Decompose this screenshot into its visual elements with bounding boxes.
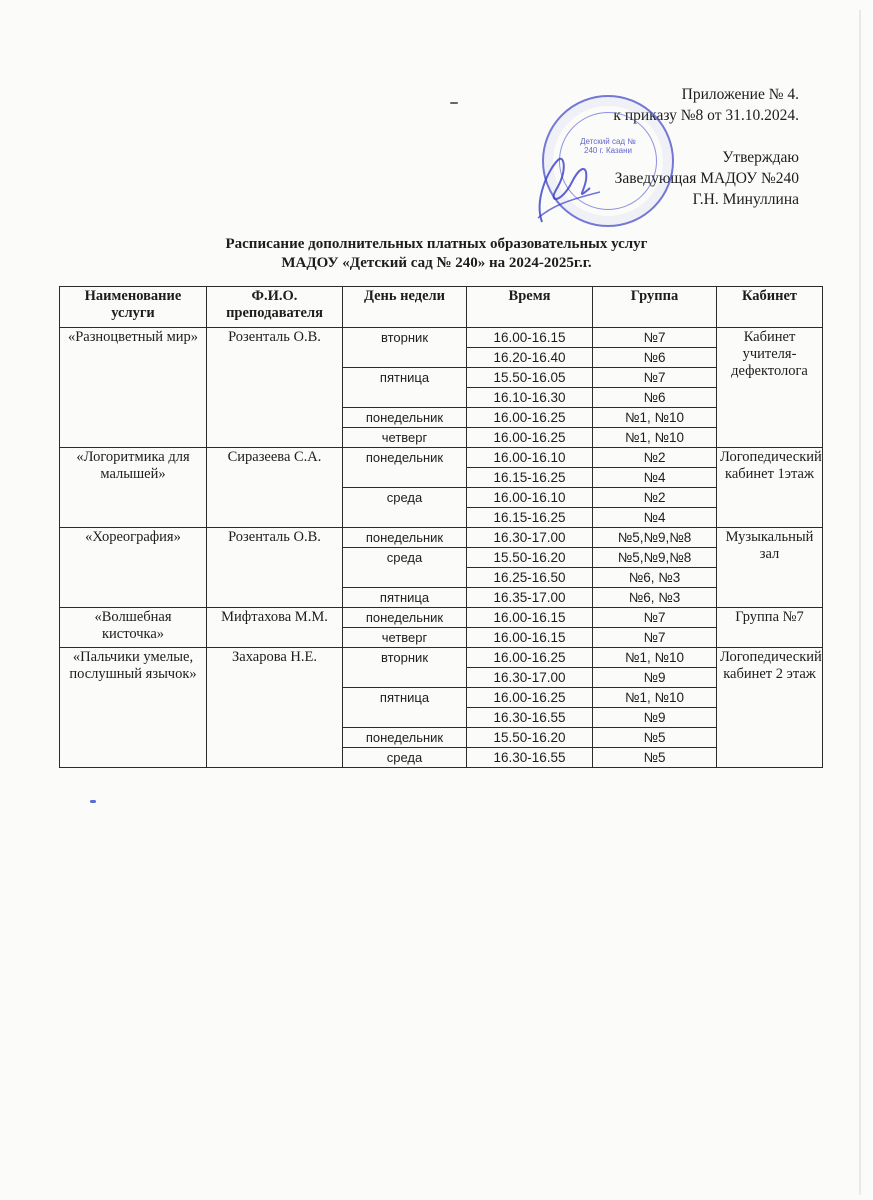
day-of-week: понедельник — [343, 528, 467, 548]
teacher-name: Розенталь О.В. — [207, 528, 343, 608]
room-name: Кабинет учителя-дефектолога — [717, 328, 823, 448]
table-row — [60, 528, 823, 548]
signer-line: Г.Н. Минуллина — [692, 191, 799, 208]
time-slot: 16.20-16.40 — [467, 348, 593, 368]
day-of-week: пятница — [343, 588, 467, 608]
time-slot: 16.30-17.00 — [467, 668, 593, 688]
table-row — [60, 328, 823, 348]
time-slot: 15.50-16.05 — [467, 368, 593, 388]
service-name: «Волшебная кисточка» — [60, 608, 207, 648]
service-name: «Логоритмика для малышей» — [60, 448, 207, 528]
group-number: №6 — [593, 348, 717, 368]
time-slot: 16.10-16.30 — [467, 388, 593, 408]
group-number: №7 — [593, 628, 717, 648]
time-slot: 16.00-16.25 — [467, 688, 593, 708]
time-slot: 16.00-16.10 — [467, 448, 593, 468]
table-row — [60, 448, 823, 468]
day-of-week: среда — [343, 548, 467, 588]
group-number: №1, №10 — [593, 408, 717, 428]
group-number: №9 — [593, 668, 717, 688]
day-of-week: понедельник — [343, 408, 467, 428]
time-slot: 15.50-16.20 — [467, 728, 593, 748]
page-edge — [859, 10, 861, 1195]
service-name: «Разноцветный мир» — [60, 328, 207, 448]
time-slot: 16.00-16.15 — [467, 628, 593, 648]
group-number: №5,№9,№8 — [593, 528, 717, 548]
day-of-week: вторник — [343, 648, 467, 688]
group-number: №4 — [593, 468, 717, 488]
header-row — [60, 287, 823, 328]
group-number: №5 — [593, 748, 717, 768]
time-slot: 16.15-16.25 — [467, 468, 593, 488]
group-number: №7 — [593, 608, 717, 628]
room-name: Логопедический кабинет 1этаж — [717, 448, 823, 528]
room-name: Музыкальный зал — [717, 528, 823, 608]
group-number: №7 — [593, 368, 717, 388]
time-slot: 15.50-16.20 — [467, 548, 593, 568]
time-slot: 16.00-16.25 — [467, 648, 593, 668]
day-of-week: пятница — [343, 368, 467, 408]
time-slot: 16.00-16.10 — [467, 488, 593, 508]
teacher-name: Мифтахова М.М. — [207, 608, 343, 648]
time-slot: 16.00-16.15 — [467, 328, 593, 348]
title-line-2: МАДОУ «Детский сад № 240» на 2024-2025г.г. — [281, 255, 592, 271]
group-number: №2 — [593, 488, 717, 508]
time-slot: 16.00-16.15 — [467, 608, 593, 628]
signature — [528, 130, 608, 230]
room-name: Логопедический кабинет 2 этаж — [717, 648, 823, 768]
day-of-week: вторник — [343, 328, 467, 368]
group-number: №1, №10 — [593, 428, 717, 448]
col-header: Наименование услуги — [60, 287, 207, 328]
col-header: Время — [467, 287, 593, 328]
title-line-1: Расписание дополнительных платных образовательных услуг — [225, 236, 648, 252]
day-of-week: четверг — [343, 628, 467, 648]
group-number: №5,№9,№8 — [593, 548, 717, 568]
col-header: Кабинет — [717, 287, 823, 328]
day-of-week: среда — [343, 488, 467, 528]
room-name: Группа №7 — [717, 608, 823, 648]
teacher-name: Сиразеева С.А. — [207, 448, 343, 528]
group-number: №4 — [593, 508, 717, 528]
group-number: №6 — [593, 388, 717, 408]
group-number: №6, №3 — [593, 588, 717, 608]
service-name: «Пальчики умелые, послушный язычок» — [60, 648, 207, 768]
day-of-week: пятница — [343, 688, 467, 728]
approve-line: Утверждаю — [722, 149, 799, 166]
day-of-week: понедельник — [343, 728, 467, 748]
time-slot: 16.15-16.25 — [467, 508, 593, 528]
group-number: №7 — [593, 328, 717, 348]
table-row — [60, 648, 823, 668]
position-line: Заведующая МАДОУ №240 — [614, 170, 799, 187]
group-number: №6, №3 — [593, 568, 717, 588]
document-title — [0, 235, 873, 273]
time-slot: 16.25-16.50 — [467, 568, 593, 588]
day-of-week: понедельник — [343, 448, 467, 488]
group-number: №9 — [593, 708, 717, 728]
col-header: Группа — [593, 287, 717, 328]
group-number: №1, №10 — [593, 688, 717, 708]
day-of-week: среда — [343, 748, 467, 768]
time-slot: 16.00-16.25 — [467, 428, 593, 448]
ink-mark — [90, 800, 96, 803]
stamp-label: Детский сад № 240 г. Казани — [580, 137, 636, 155]
table-row — [60, 608, 823, 628]
teacher-name: Розенталь О.В. — [207, 328, 343, 448]
col-header: День недели — [343, 287, 467, 328]
group-number: №1, №10 — [593, 648, 717, 668]
day-of-week: четверг — [343, 428, 467, 448]
teacher-name: Захарова Н.Е. — [207, 648, 343, 768]
time-slot: 16.00-16.25 — [467, 408, 593, 428]
order-line: к приказу №8 от 31.10.2024. — [613, 107, 799, 124]
time-slot: 16.30-16.55 — [467, 748, 593, 768]
group-number: №2 — [593, 448, 717, 468]
service-name: «Хореография» — [60, 528, 207, 608]
group-number: №5 — [593, 728, 717, 748]
time-slot: 16.30-16.55 — [467, 708, 593, 728]
schedule-body — [60, 328, 823, 768]
schedule-table — [59, 286, 823, 768]
time-slot: 16.35-17.00 — [467, 588, 593, 608]
col-header: Ф.И.О. преподавателя — [207, 287, 343, 328]
day-of-week: понедельник — [343, 608, 467, 628]
ink-mark — [450, 102, 458, 104]
time-slot: 16.30-17.00 — [467, 528, 593, 548]
appendix-line: Приложение № 4. — [681, 86, 799, 103]
